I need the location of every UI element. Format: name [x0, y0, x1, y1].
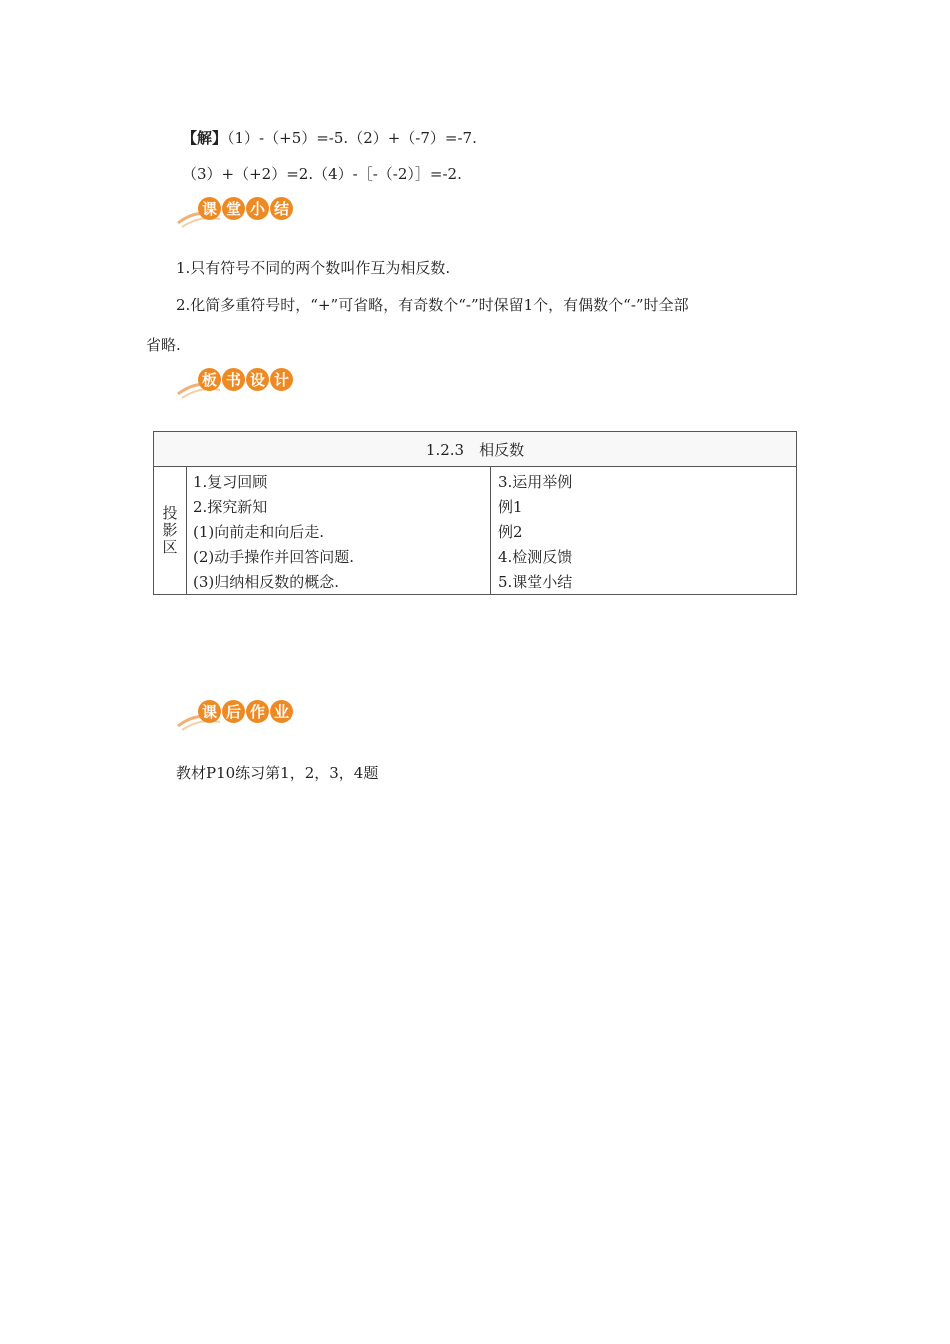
solution-line-2: （3）+（+2）=2.（4）-［-（-2）］=-2.: [182, 165, 462, 183]
board-item: 5.课堂小结: [498, 573, 573, 591]
board-item: 1.复习回顾: [193, 473, 268, 491]
banner-char: 设: [246, 368, 269, 391]
board-item: 3.运用举例: [498, 473, 573, 491]
side-label-char: 投: [162, 503, 178, 522]
banner-char: 结: [270, 197, 293, 220]
board-item: (3)归纳相反数的概念.: [193, 573, 340, 591]
banner-char: 计: [270, 368, 293, 391]
banner-char: 后: [222, 700, 245, 723]
board-item: 例2: [498, 523, 523, 541]
banner-char: 板: [198, 368, 221, 391]
board-item: 例1: [498, 498, 523, 516]
banner-char: 课: [198, 197, 221, 220]
solution-label: 【解】: [182, 129, 228, 147]
side-label-char: 影: [162, 520, 178, 539]
solution-text-1: （1）-（+5）=-5.（2）+（-7）=-7.: [227, 129, 477, 147]
board-right-column: [492, 466, 796, 594]
board-left-column: [187, 466, 491, 594]
board-item: 4.检测反馈: [498, 548, 573, 566]
banner-char: 堂: [222, 197, 245, 220]
banner-char: 课: [198, 700, 221, 723]
banner-char: 业: [270, 700, 293, 723]
summary-item-2-cont: 省略.: [146, 336, 181, 354]
summary-item-1: 1.只有符号不同的两个数叫作互为相反数.: [176, 259, 451, 277]
board-item: (2)动手操作并回答问题.: [193, 548, 355, 566]
board-side-label: [154, 466, 187, 594]
board-design-table: [153, 431, 797, 595]
banner-char: 作: [246, 700, 269, 723]
homework-text: 教材P10练习第1，2，3，4题: [176, 764, 379, 782]
banner-char: 书: [222, 368, 245, 391]
summary-item-2: 2.化简多重符号时，“+”可省略，有奇数个“-”时保留1个，有偶数个“-”时全部: [176, 296, 689, 314]
board-item: 2.探究新知: [193, 498, 268, 516]
board-title: 1.2.3 相反数: [154, 432, 796, 467]
solution-line-1: [182, 127, 477, 148]
side-label-char: 区: [162, 537, 178, 556]
board-item: (1)向前走和向后走.: [193, 523, 325, 541]
banner-char: 小: [246, 197, 269, 220]
